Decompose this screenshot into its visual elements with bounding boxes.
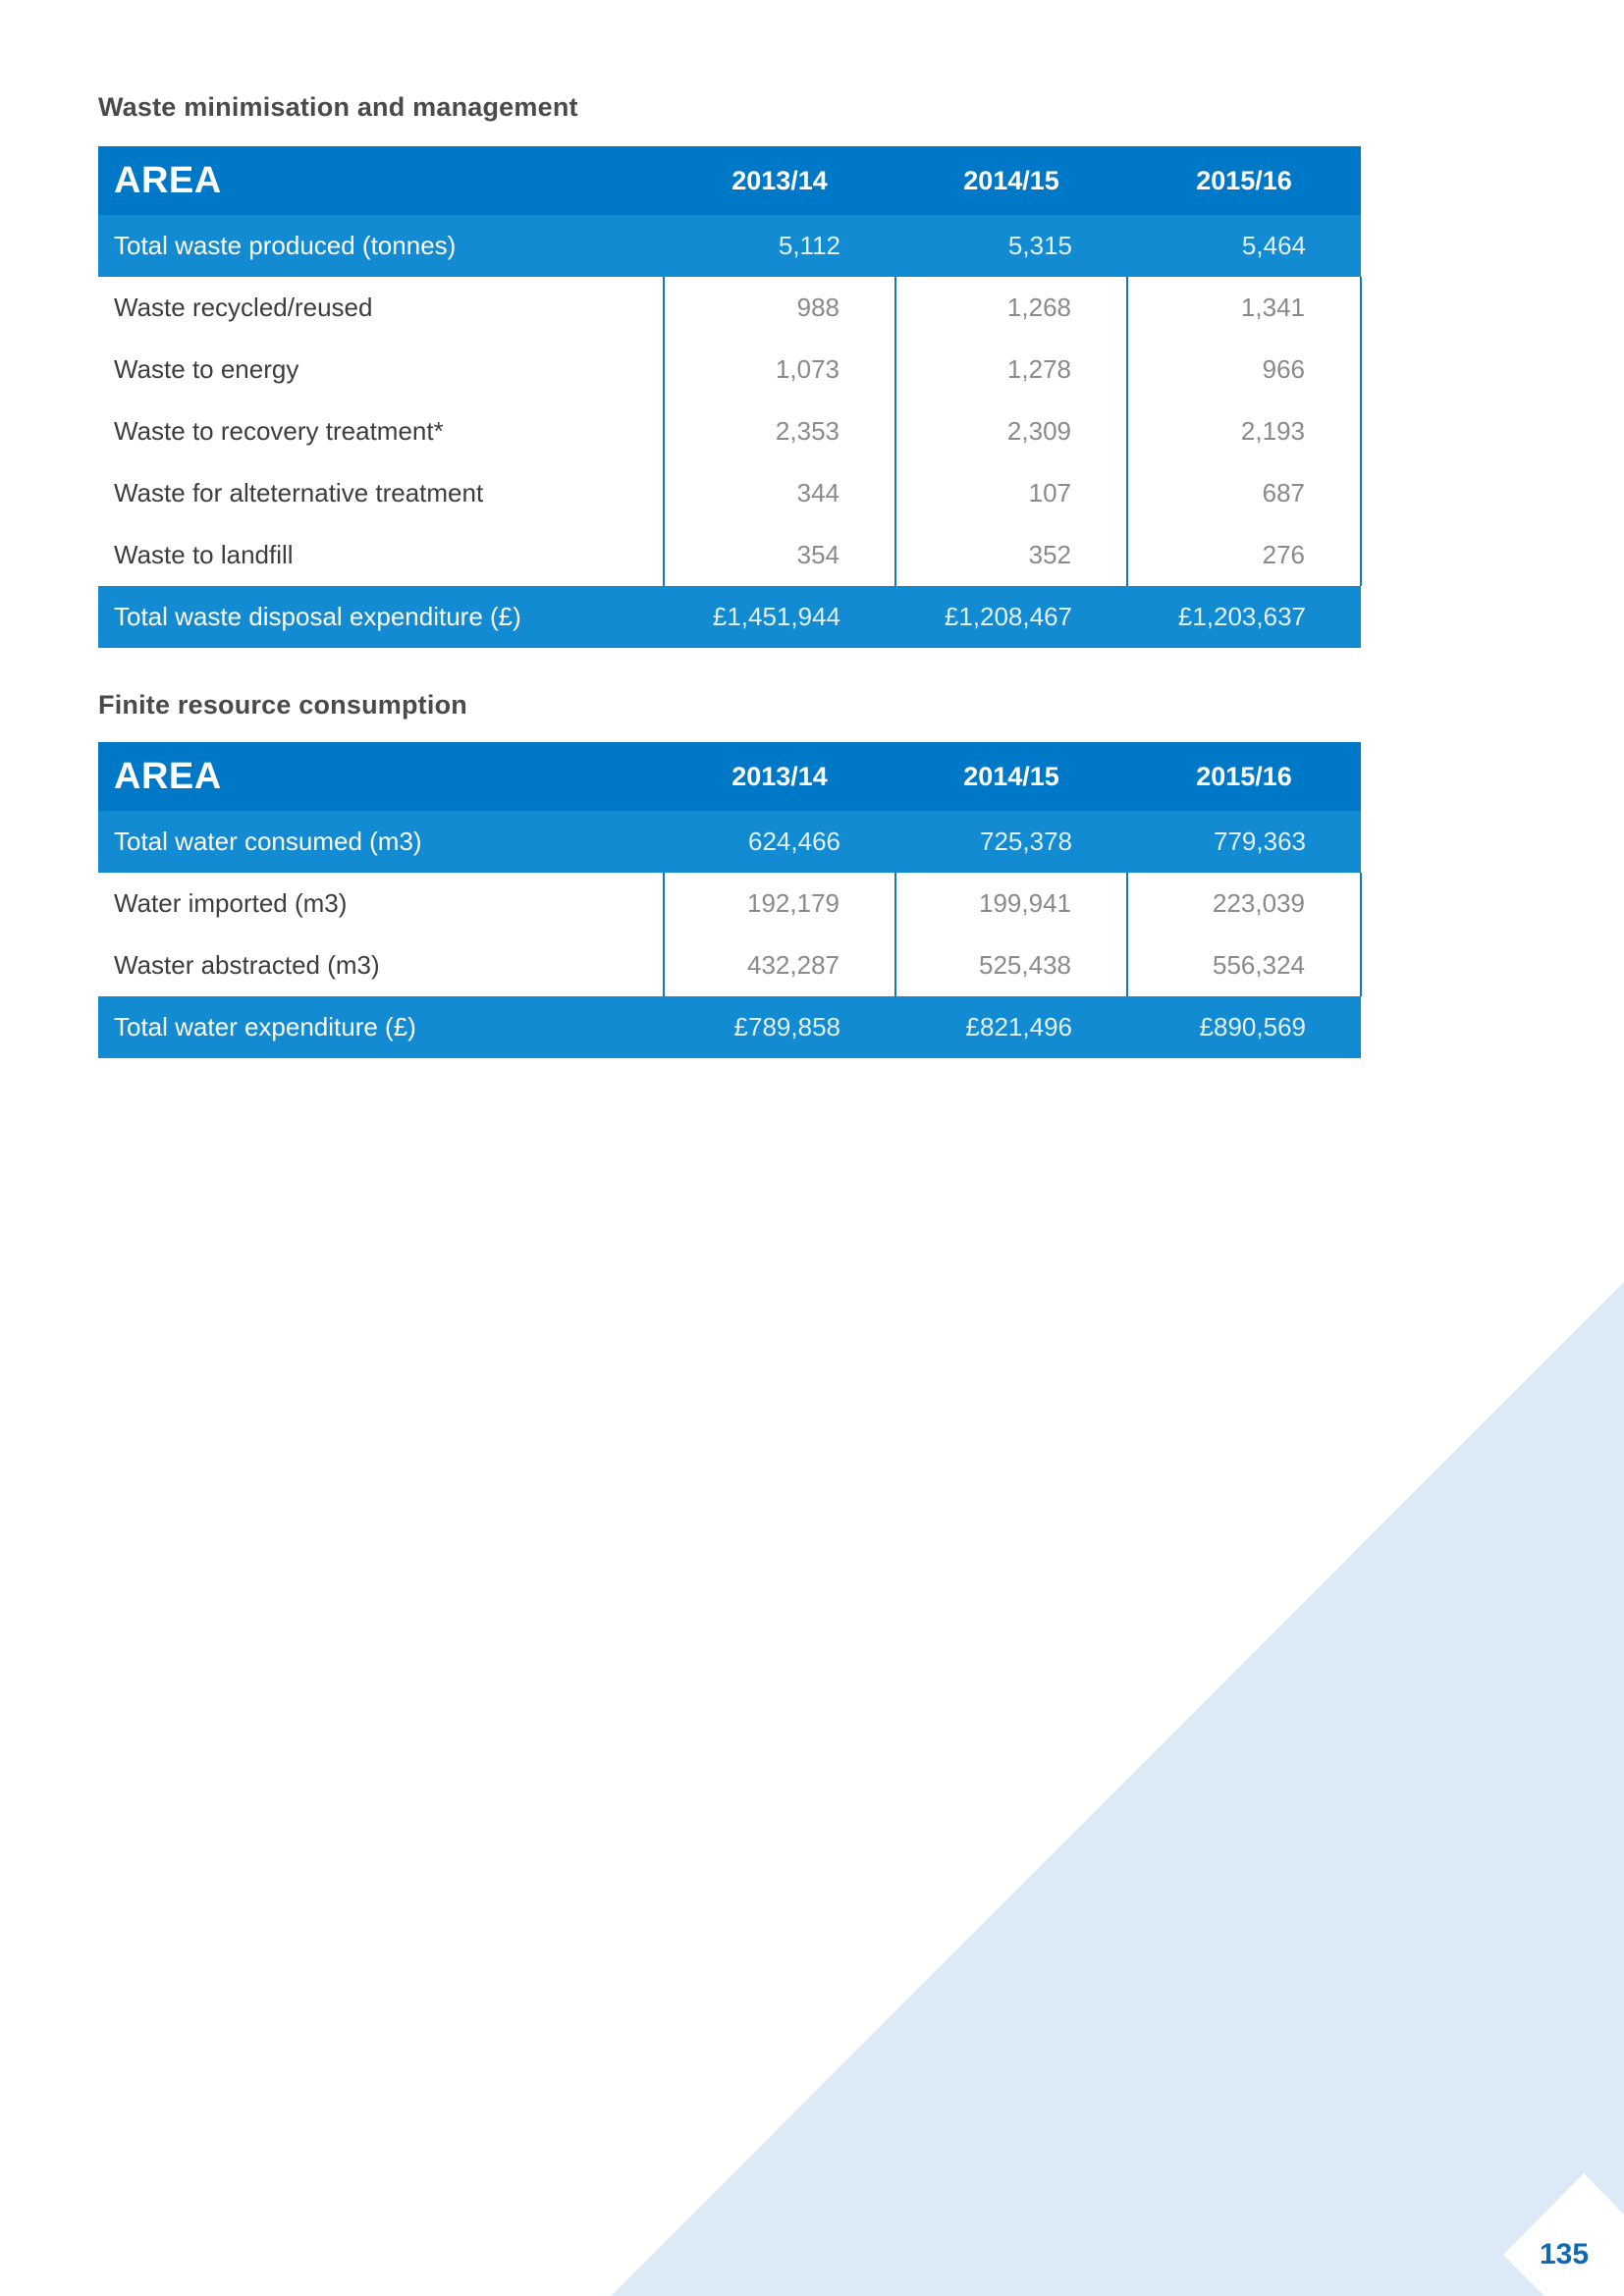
cell-value: 199,941: [895, 873, 1127, 934]
cell-value: 2,353: [664, 400, 895, 462]
table-row: [98, 934, 1361, 996]
cell-value: £1,203,637: [1127, 586, 1361, 648]
row-label: Waste for alteternative treatment: [98, 462, 664, 524]
area-column-header: AREA: [98, 742, 664, 811]
cell-value: 1,268: [895, 277, 1127, 339]
row-label: Waste to landfill: [98, 524, 664, 586]
finite-section-title: Finite resource consumption: [98, 690, 467, 720]
cell-value: 1,073: [664, 339, 895, 400]
row-label: Water imported (m3): [98, 873, 664, 934]
cell-value: 107: [895, 462, 1127, 524]
cell-value: 687: [1127, 462, 1361, 524]
cell-value: 525,438: [895, 934, 1127, 996]
cell-value: 432,287: [664, 934, 895, 996]
table-row: [98, 277, 1361, 339]
cell-value: 988: [664, 277, 895, 339]
waste-section-title: Waste minimisation and management: [98, 92, 578, 122]
cell-value: 725,378: [895, 811, 1127, 873]
cell-value: 2,193: [1127, 400, 1361, 462]
year-column-header: 2013/14: [664, 146, 895, 215]
cell-value: 354: [664, 524, 895, 586]
row-label: Waster abstracted (m3): [98, 934, 664, 996]
table-row: [98, 339, 1361, 400]
cell-value: 276: [1127, 524, 1361, 586]
year-column-header: 2014/15: [895, 146, 1127, 215]
table-row-total-waste-expenditure: [98, 586, 1361, 648]
cell-value: 1,341: [1127, 277, 1361, 339]
year-column-header: 2015/16: [1127, 146, 1361, 215]
table-row: [98, 524, 1361, 586]
year-column-header: 2013/14: [664, 742, 895, 811]
cell-value: 5,464: [1127, 215, 1361, 277]
cell-value: 5,315: [895, 215, 1127, 277]
cell-value: 5,112: [664, 215, 895, 277]
waste-table-header: [98, 146, 1361, 215]
table-row-total-water-expenditure: [98, 996, 1361, 1058]
area-column-header: AREA: [98, 146, 664, 215]
table-row-total-waste-produced: [98, 215, 1361, 277]
page-number-corner: [1503, 2173, 1624, 2296]
cell-value: 352: [895, 524, 1127, 586]
cell-value: 2,309: [895, 400, 1127, 462]
table-row: [98, 462, 1361, 524]
cell-value: £821,496: [895, 996, 1127, 1058]
row-label: Waste to energy: [98, 339, 664, 400]
row-label: Total waste produced (tonnes): [98, 215, 664, 277]
table-row: [98, 400, 1361, 462]
cell-value: £1,451,944: [664, 586, 895, 648]
cell-value: 966: [1127, 339, 1361, 400]
page-number: 135: [1540, 2238, 1590, 2270]
finite-resource-table: [98, 742, 1362, 1058]
cell-value: £789,858: [664, 996, 895, 1058]
row-label: Total water expenditure (£): [98, 996, 664, 1058]
row-label: Total water consumed (m3): [98, 811, 664, 873]
cell-value: 556,324: [1127, 934, 1361, 996]
waste-table: [98, 146, 1362, 648]
year-column-header: 2014/15: [895, 742, 1127, 811]
cell-value: 344: [664, 462, 895, 524]
table-row: [98, 873, 1361, 934]
cell-value: 624,466: [664, 811, 895, 873]
cell-value: 1,278: [895, 339, 1127, 400]
year-column-header: 2015/16: [1127, 742, 1361, 811]
cell-value: 779,363: [1127, 811, 1361, 873]
row-label: Waste recycled/reused: [98, 277, 664, 339]
cell-value: £1,208,467: [895, 586, 1127, 648]
cell-value: 223,039: [1127, 873, 1361, 934]
row-label: Waste to recovery treatment*: [98, 400, 664, 462]
row-label: Total waste disposal expenditure (£): [98, 586, 664, 648]
cell-value: 192,179: [664, 873, 895, 934]
cell-value: £890,569: [1127, 996, 1361, 1058]
table-row-total-water-consumed: [98, 811, 1361, 873]
finite-table-header: [98, 742, 1361, 811]
